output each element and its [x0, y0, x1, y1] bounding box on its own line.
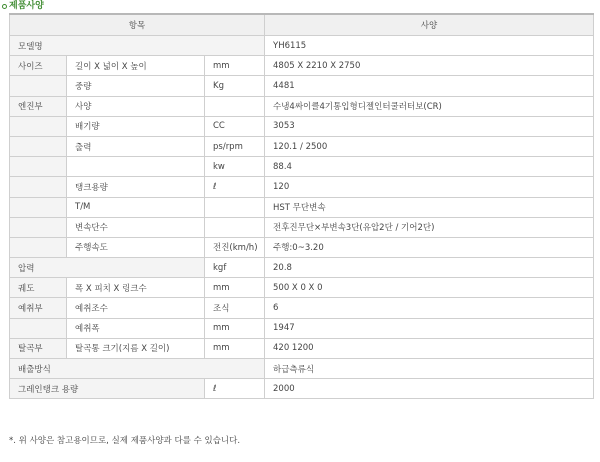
row-unit [205, 96, 265, 116]
row-value: YH6115 [265, 36, 594, 56]
row-item: 변속단수 [67, 217, 205, 237]
row-value: 4481 [265, 76, 594, 96]
row-value: 4805 X 2210 X 2750 [265, 56, 594, 76]
row-value: 20.8 [265, 258, 594, 278]
row-unit: mm [205, 338, 265, 358]
row-group [10, 237, 67, 257]
section-title-text: 제품사양 [9, 1, 44, 11]
row-item: 탱크용량 [67, 177, 205, 197]
table-row [10, 379, 594, 399]
row-group [10, 197, 67, 217]
row-group [10, 76, 67, 96]
table-row [10, 318, 594, 338]
row-group [10, 177, 67, 197]
row-unit: mm [205, 278, 265, 298]
row-item: 예취조수 [67, 298, 205, 318]
table-row [10, 157, 594, 177]
row-item: 예취폭 [67, 318, 205, 338]
row-group [10, 116, 67, 136]
footnote: *. 위 사양은 참고용이므로, 실제 제품사양과 다를 수 있습니다. [9, 436, 241, 446]
row-item: 탈곡통 크기(지름 X 길이) [67, 338, 205, 358]
row-value: 전후진무단×부변속3단(유압2단 / 기어2단) [265, 217, 594, 237]
row-value: 1947 [265, 318, 594, 338]
row-value: 88.4 [265, 157, 594, 177]
table-row [10, 36, 594, 56]
row-unit [205, 217, 265, 237]
row-unit: 조식 [205, 298, 265, 318]
row-group: 궤도 [10, 278, 67, 298]
row-group: 탈곡부 [10, 338, 67, 358]
row-item: 사양 [67, 96, 205, 116]
row-value: 수냉4싸이클4기통입형디젤인터쿨러터보(CR) [265, 96, 594, 116]
table-row [10, 56, 594, 76]
section-title [2, 0, 44, 12]
row-group [10, 136, 67, 156]
table-row [10, 359, 594, 379]
row-label: 압력 [10, 258, 205, 278]
row-value: 하급측류식 [265, 359, 594, 379]
table-row [10, 278, 594, 298]
row-label: 그레인탱크 용량 [10, 379, 205, 399]
row-label: 모델명 [10, 36, 265, 56]
row-unit: ℓ [205, 379, 265, 399]
row-unit: Kg [205, 76, 265, 96]
table-row [10, 96, 594, 116]
row-value: 3053 [265, 116, 594, 136]
table-row [10, 298, 594, 318]
row-unit: 전진(km/h) [205, 237, 265, 257]
row-unit: kgf [205, 258, 265, 278]
row-group [10, 217, 67, 237]
row-unit: ps/rpm [205, 136, 265, 156]
row-item: 배기량 [67, 116, 205, 136]
row-unit: CC [205, 116, 265, 136]
table-row [10, 217, 594, 237]
header-spec: 사양 [265, 14, 594, 36]
row-group: 사이즈 [10, 56, 67, 76]
table-row [10, 177, 594, 197]
row-group [10, 157, 67, 177]
row-item [67, 157, 205, 177]
row-item: 폭 X 피치 X 링크수 [67, 278, 205, 298]
row-value: 420 1200 [265, 338, 594, 358]
table-row [10, 258, 594, 278]
row-unit: ℓ [205, 177, 265, 197]
row-unit: mm [205, 56, 265, 76]
row-item: 주행속도 [67, 237, 205, 257]
row-unit: kw [205, 157, 265, 177]
table-row [10, 237, 594, 257]
row-value: 2000 [265, 379, 594, 399]
row-label: 배출방식 [10, 359, 265, 379]
row-value: 500 X 0 X 0 [265, 278, 594, 298]
row-group: 엔진부 [10, 96, 67, 116]
table-header-row [10, 14, 594, 36]
table-row [10, 116, 594, 136]
row-item: 출력 [67, 136, 205, 156]
row-item: 중량 [67, 76, 205, 96]
row-unit: mm [205, 318, 265, 338]
header-item: 항목 [10, 14, 265, 36]
table-row [10, 338, 594, 358]
row-group [10, 318, 67, 338]
row-value: 120.1 / 2500 [265, 136, 594, 156]
table-row [10, 197, 594, 217]
spec-table [9, 13, 594, 399]
row-group: 예취부 [10, 298, 67, 318]
row-value: HST 무단변속 [265, 197, 594, 217]
row-item: T/M [67, 197, 205, 217]
row-value: 120 [265, 177, 594, 197]
row-item: 길이 X 넓이 X 높이 [67, 56, 205, 76]
row-unit [205, 197, 265, 217]
row-value: 6 [265, 298, 594, 318]
bullet-circle-icon [2, 4, 7, 9]
row-value: 주행:0~3.20 [265, 237, 594, 257]
table-row [10, 76, 594, 96]
table-row [10, 136, 594, 156]
